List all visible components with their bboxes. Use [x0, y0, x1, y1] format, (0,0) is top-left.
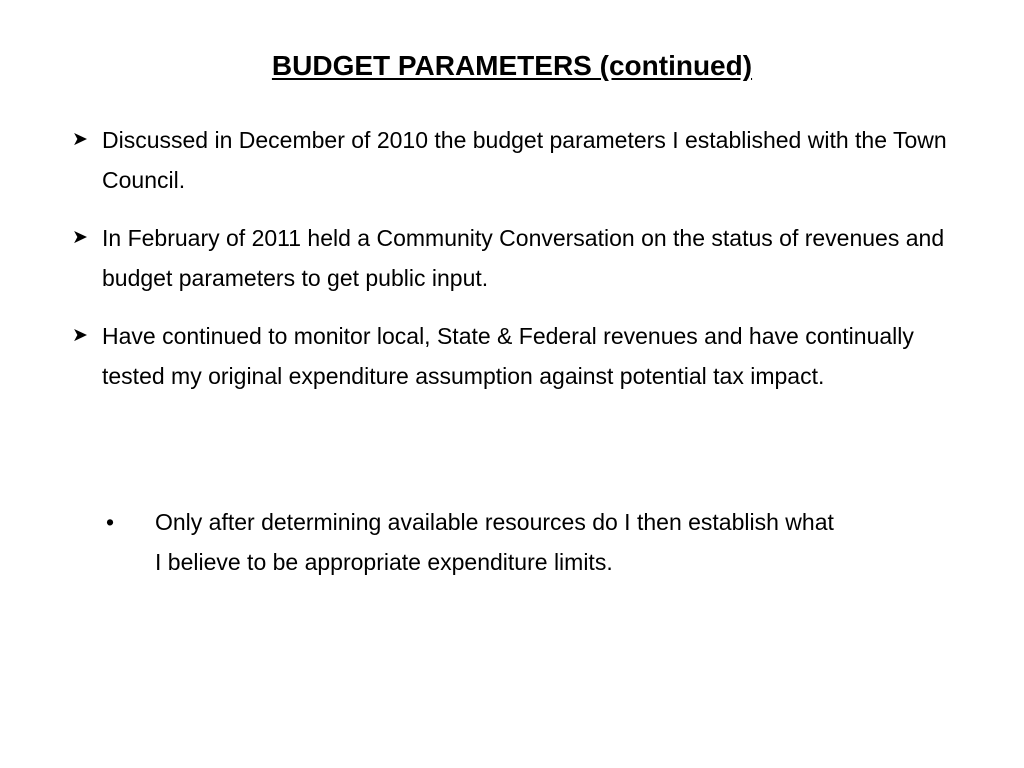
bullet-text: In February of 2011 held a Community Conversation on the status of revenues and budget parameters to get public input.	[102, 225, 945, 291]
arrow-bullet-icon: ➤	[72, 129, 88, 150]
arrow-bullet-icon: ➤	[72, 325, 88, 346]
arrow-bullet-icon: ➤	[72, 227, 88, 248]
dot-bullet-icon: •	[106, 509, 115, 535]
sub-bullet-item	[100, 502, 840, 582]
bullet-item	[72, 316, 972, 396]
sub-bullet-text: Only after determining available resources do I then establish what I believe to be appropriate expenditure limits.	[155, 509, 834, 575]
bullet-item	[72, 120, 972, 200]
bullet-text: Have continued to monitor local, State & Federal revenues and have continually tested my original expenditure assumption against potential tax impact.	[102, 323, 914, 389]
slide-title: BUDGET PARAMETERS (continued)	[271, 50, 753, 81]
dot-bullet-list	[100, 502, 840, 582]
arrow-bullet-list	[72, 120, 972, 414]
bullet-item	[72, 218, 972, 298]
bullet-text: Discussed in December of 2010 the budget parameters I established with the Town Council.	[102, 127, 947, 193]
